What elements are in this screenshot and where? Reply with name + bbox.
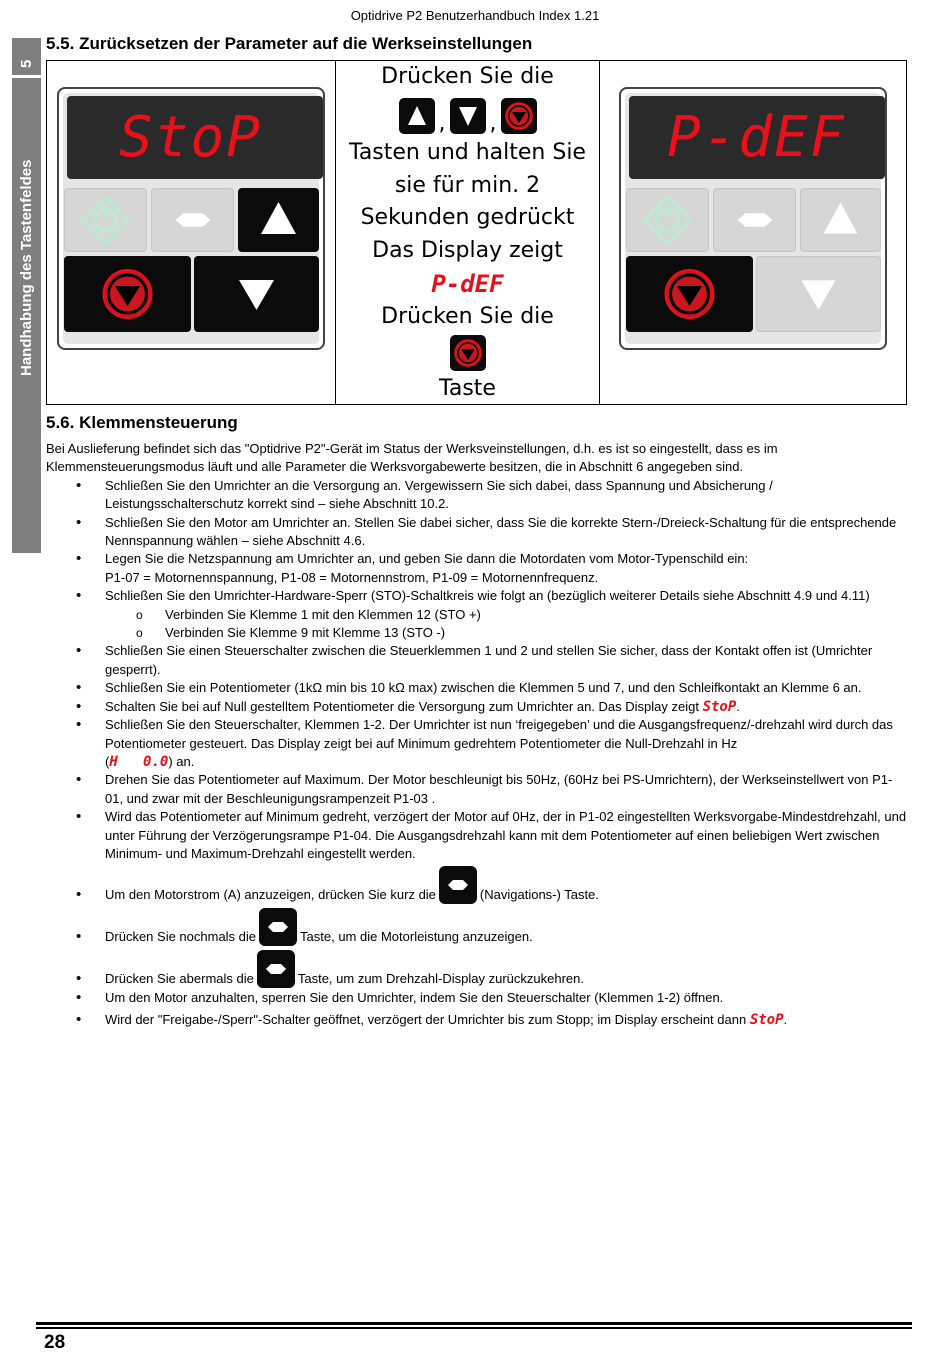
chapter-side-tab [12, 38, 41, 553]
section-5-6-body [46, 440, 908, 1029]
footer-rule [36, 1322, 912, 1329]
section-heading-5-6: 5.6. Klemmensteuerung [46, 413, 238, 432]
down-arrow-key-icon [450, 98, 486, 134]
instruction-line: Drücken Sie die [381, 64, 554, 89]
reset-instructions: Drücken Sie die , , Tasten und halten Sie sie für min. 2 Sekunden gedrückt Das Display zeigt P-dEF Drücken Sie die Taste [336, 61, 599, 406]
instruction-line: Drücken Sie die [381, 304, 554, 330]
navigate-key-icon [259, 908, 297, 946]
list-item: • Schließen Sie ein Potentiometer (1kΩ min bis 10 kΩ max) zwischen die Klemmen 5 und 7, und den Schleifkontakt an Klemme 6 an. [46, 679, 908, 697]
navigate-icon [714, 189, 795, 251]
instruction-line: Das Display zeigt [372, 237, 563, 263]
down-button[interactable] [756, 256, 881, 332]
chapter-label: Handhabung des Tastenfeldes [18, 159, 35, 376]
list-item: • Um den Motor anzuhalten, sperren Sie den Umrichter, indem Sie den Steuerschalter (Klemmen 1-2) öffnen. [46, 989, 908, 1007]
start-button[interactable] [64, 188, 147, 252]
instruction-line: Sekunden gedrückt [360, 205, 575, 231]
chapter-number: 5 [18, 59, 35, 68]
instruction-display-readout: P-dEF [431, 270, 504, 299]
up-arrow-icon [238, 188, 319, 252]
navigate-button[interactable] [713, 188, 796, 252]
list-item: • Drücken Sie nochmals die Taste, um die Motorleistung anzuzeigen. [46, 905, 908, 947]
page-header: Optidrive P2 Benutzerhandbuch Index 1.21 [350, 8, 600, 23]
list-item: • Legen Sie die Netzspannung am Umrichter an, und geben Sie dann die Motordaten vom Motor-Typenschild ein: P1-07 = Motornennspannung, P1-08 = Motornennstrom, P1-09 = Motornennfrequenz. [46, 550, 908, 587]
list-item: • Schalten Sie bei auf Null gestelltem Potentiometer die Versorgung zum Umrichter an. Das Display zeigt StoP. [46, 698, 908, 716]
keypad-right [619, 87, 887, 350]
reset-procedure-table [46, 60, 907, 405]
list-item: • Schließen Sie den Umrichter an die Versorgung an. Vergewissern Sie sich dabei, dass Spannung und Absicherung / Leistungsschalterschutz korrekt sind – siehe Abschnitt 10.2. [46, 477, 908, 514]
page-number: 28 [44, 1332, 66, 1353]
stop-key-icon [501, 98, 537, 134]
instruction-line: sie für min. 2 [394, 172, 541, 198]
list-item: • Schließen Sie einen Steuerschalter zwischen die Steuerklemmen 1 und 2 und stellen Sie sicher, dass der Kontakt offen ist (Umrichter gesperrt). [46, 642, 908, 679]
list-item: • Wird das Potentiometer auf Minimum gedreht, verzögert der Motor auf 0Hz, der in P1-02 eingestellten Werksvorgabe-Mindestdrehzahl, und unter Führung der Verzögerungsrampe P1-04. Die Ausgangsdrehzahl kann mit dem Potentiometer auf einen beliebigen Wert zwischen Minimum- und Maximum-Drehzahl eingestellt werden. [46, 808, 908, 863]
navigate-key-icon [257, 950, 295, 988]
up-button[interactable] [238, 188, 319, 252]
intro-paragraph: Bei Auslieferung befindet sich das "Optidrive P2"-Gerät im Status der Werksveinstellungen, d.h. es ist so eingestellt, dass es im Klemmensteuerungsmodus läuft und alle Parameter die Werksvorgabewerte besitzen, die in Abschnitt 6 angegeben sind. [46, 441, 778, 475]
procedure-list [46, 477, 908, 1029]
stop-button[interactable] [64, 256, 191, 332]
stop-icon [626, 256, 753, 332]
keypad-display-left: StoP [67, 96, 323, 179]
down-button[interactable] [194, 256, 319, 332]
start-button[interactable] [626, 188, 709, 252]
sub-list-item: o Verbinden Sie Klemme 9 mit Klemme 13 (STO -) [46, 624, 908, 642]
stop-button[interactable] [626, 256, 753, 332]
down-arrow-icon [194, 256, 319, 332]
display-readout: StoP [749, 1011, 784, 1028]
sub-list-item: o Verbinden Sie Klemme 1 mit den Klemmen 12 (STO +) [46, 606, 908, 624]
list-item: • Drehen Sie das Potentiometer auf Maximum. Der Motor beschleunigt bis 50Hz, (60Hz bei PS-Umrichtern), der Werkseinstellwert von P1-01, und zwar mit der Beschleunigungsrampenzeit P1-03 . [46, 771, 908, 808]
display-readout: H 0.0 [109, 753, 169, 770]
keypad-display-right: P-dEF [629, 96, 885, 179]
list-item: • Um den Motorstrom (A) anzuzeigen, drücken Sie kurz die (Navigations-) Taste. [46, 863, 908, 905]
list-item: • Wird der "Freigabe-/Sperr"-Schalter geöffnet, verzögert der Umrichter bis zum Stopp; im Display erscheint dann StoP. [46, 1011, 908, 1029]
navigate-button[interactable] [151, 188, 234, 252]
list-item: • Schließen Sie den Umrichter-Hardware-Sperr (STO)-Schaltkreis wie folgt an (bezüglich weiterer Details siehe Abschnitt 4.9 und 4.11) [46, 587, 908, 605]
start-icon [627, 189, 708, 251]
up-button[interactable] [800, 188, 881, 252]
keypad-left [57, 87, 325, 350]
start-icon [65, 189, 146, 251]
list-item: • Drücken Sie abermals die Taste, um zum Drehzahl-Display zurückzukehren. [46, 947, 908, 989]
up-arrow-icon [801, 189, 880, 251]
down-arrow-icon [757, 257, 880, 331]
instruction-line: Taste [439, 376, 496, 402]
display-readout: StoP [702, 698, 737, 715]
navigate-key-icon [439, 866, 477, 904]
list-item: • Schließen Sie den Steuerschalter, Klemmen 1-2. Der Umrichter ist nun ‘freigegeben’ und die Ausgangsfrequenz/-drehzahl wird durch das Potentiometer gesteuert. Das Display zeigt bei auf Minimum gedrehtem Potentiometer die Null-Drehzahl in Hz (H 0.0) an. [46, 716, 908, 771]
section-heading-5-5: 5.5. Zurücksetzen der Parameter auf die Werkseinstellungen [46, 34, 533, 53]
navigate-icon [152, 189, 233, 251]
up-arrow-key-icon [399, 98, 435, 134]
instruction-line: Tasten und halten Sie [349, 140, 586, 166]
stop-key-icon [450, 335, 486, 371]
list-item: • Schließen Sie den Motor am Umrichter an. Stellen Sie dabei sicher, dass Sie die korrekte Stern-/Dreieck-Schaltung für die entsprechende Nennspannung wählen – siehe Abschnitt 4.6. [46, 514, 908, 551]
stop-icon [64, 256, 191, 332]
